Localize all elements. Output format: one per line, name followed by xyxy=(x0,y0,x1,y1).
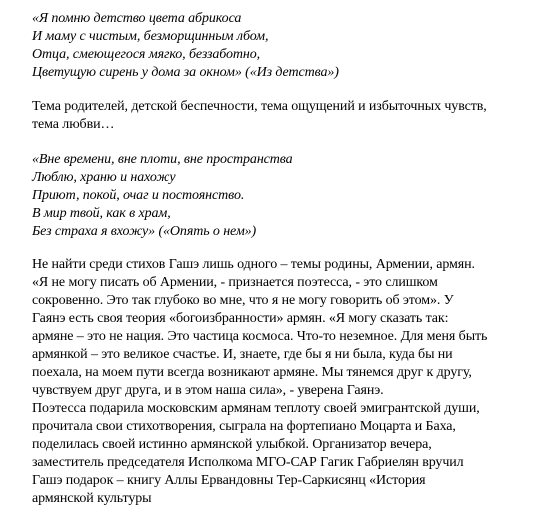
para2-line-5: армяне – это не нация. Это частица космоса. Что-то неземное. Для меня быть xyxy=(32,329,488,344)
para2-line-3: сокровенно. Это так глубоко во мне, что я не могу говорить об этом». У xyxy=(32,293,454,308)
para2-line-12: заместитель председателя Исполкома МГО-САР Гагик Габриелян вручил xyxy=(32,455,464,470)
para2-line-10: прочитала свои стихотворения, сыграла на фортепиано Моцарта и Баха, xyxy=(32,419,456,434)
para1-line-1: Тема родителей, детской беспечности, тема ощущений и избыточных чувств, xyxy=(32,99,487,114)
para2-line-6: армянкой – это великое счастье. И, знаете, где бы я ни была, куда бы ни xyxy=(32,347,453,362)
poem2-line-3: Приют, покой, очаг и постоянство. xyxy=(32,188,245,203)
para2-line-8: чувствуем друг друга, и в этом наша сила», - уверена Гаянэ. xyxy=(32,383,384,398)
para2-line-9: Поэтесса подарила московским армянам теплоту своей эмигрантской души, xyxy=(32,401,480,416)
poem2-line-1: «Вне времени, вне плоти, вне пространства xyxy=(32,152,293,167)
para1-line-2: тема любви… xyxy=(32,117,115,132)
poem1-line-4: Цветущую сирень у дома за окном» («Из детства») xyxy=(32,65,339,80)
poem1-line-1: «Я помню детство цвета абрикоса xyxy=(32,11,242,26)
para2-line-4: Гаянэ есть своя теория «богоизбранности» армян. «Я могу сказать так: xyxy=(32,311,449,326)
para2-line-14: армянской культуры xyxy=(32,491,152,506)
para2-line-11: поделилась своей истинно армянской улыбкой. Организатор вечера, xyxy=(32,437,432,452)
poem2-line-2: Люблю, храню и нахожу xyxy=(32,170,176,185)
poem1-line-2: И маму с чистым, безморщинным лбом, xyxy=(32,29,269,44)
para2-line-13: Гашэ подарок – книгу Аллы Ервандовны Тер-Саркисянц «История xyxy=(32,473,426,488)
para2-line-2: «Я не могу писать об Армении, - признается поэтесса, - это слишком xyxy=(32,275,438,290)
para2-line-1: Не найти среди стихов Гашэ лишь одного – темы родины, Армении, армян. xyxy=(32,257,475,272)
poem1-line-3: Отца, смеющегося мягко, беззаботно, xyxy=(32,47,261,62)
para2-line-7: поехала, на моем пути всегда возникают армяне. Мы тянемся друг к другу, xyxy=(32,365,472,380)
poem2-line-4: В мир твой, как в храм, xyxy=(32,206,171,221)
poem2-line-5: Без страха я вхожу» («Опять о нем») xyxy=(32,224,257,239)
